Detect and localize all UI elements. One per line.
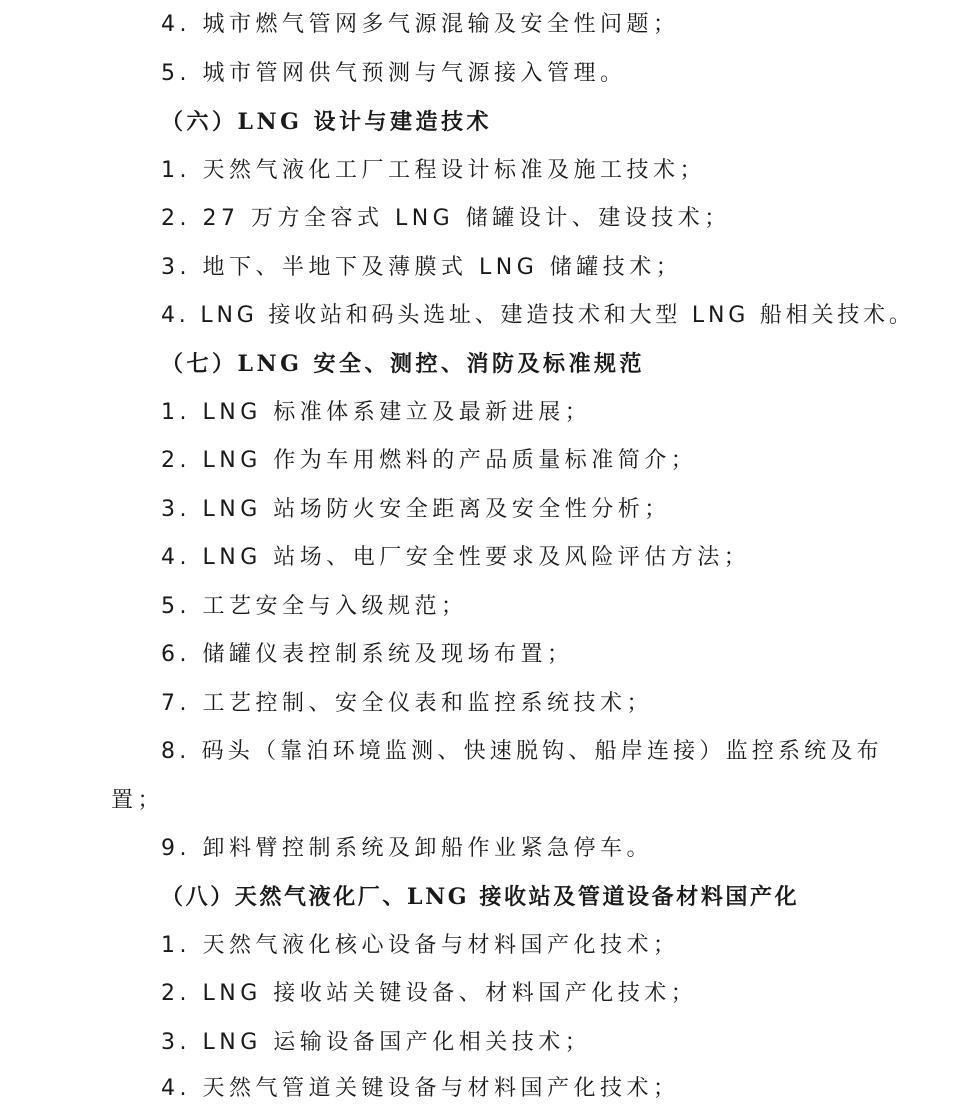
list-item: 6. 储罐仪表控制系统及现场布置； <box>161 642 574 667</box>
list-item: 9. 卸料臂控制系统及卸船作业紧急停车。 <box>161 836 653 861</box>
list-item: 1. 天然气液化工厂工程设计标准及施工技术； <box>161 158 706 183</box>
list-item: 4. 天然气管道关键设备与材料国产化技术； <box>161 1076 680 1101</box>
section-heading: （六）LNG 设计与建造技术 <box>161 109 493 135</box>
section-heading: （七）LNG 安全、测控、消防及标准规范 <box>161 351 646 377</box>
list-item: 2. LNG 作为车用燃料的产品质量标准简介； <box>161 448 698 473</box>
list-item: 2. 27 万方全容式 LNG 储罐设计、建设技术； <box>161 206 731 231</box>
list-item: 3. LNG 站场防火安全距离及安全性分析； <box>161 497 671 522</box>
list-item: 1. 天然气液化核心设备与材料国产化技术； <box>161 933 680 958</box>
list-item: 1. LNG 标准体系建立及最新进展； <box>161 400 592 425</box>
list-item: 7. 工艺控制、安全仪表和监控系统技术； <box>161 691 653 716</box>
list-item: 4. LNG 接收站和码头选址、建造技术和大型 LNG 船相关技术。 <box>161 303 915 328</box>
list-item: 2. LNG 接收站关键设备、材料国产化技术； <box>161 981 698 1006</box>
list-item: 4. LNG 站场、电厂安全性要求及风险评估方法； <box>161 545 751 570</box>
list-item: 8. 码头（靠泊环境监测、快速脱钩、船岸连接）监控系统及布 <box>161 739 883 764</box>
section-heading: （八）天然气液化厂、LNG 接收站及管道设备材料国产化 <box>161 884 800 910</box>
list-item: 4. 城市燃气管网多气源混输及安全性问题； <box>161 12 680 37</box>
list-item: 3. 地下、半地下及薄膜式 LNG 储罐技术； <box>161 255 683 280</box>
list-item: 5. 城市管网供气预测与气源接入管理。 <box>161 61 627 86</box>
list-item-continuation: 置； <box>111 788 165 813</box>
list-item: 5. 工艺安全与入级规范； <box>161 594 468 619</box>
list-item: 3. LNG 运输设备国产化相关技术； <box>161 1030 592 1055</box>
